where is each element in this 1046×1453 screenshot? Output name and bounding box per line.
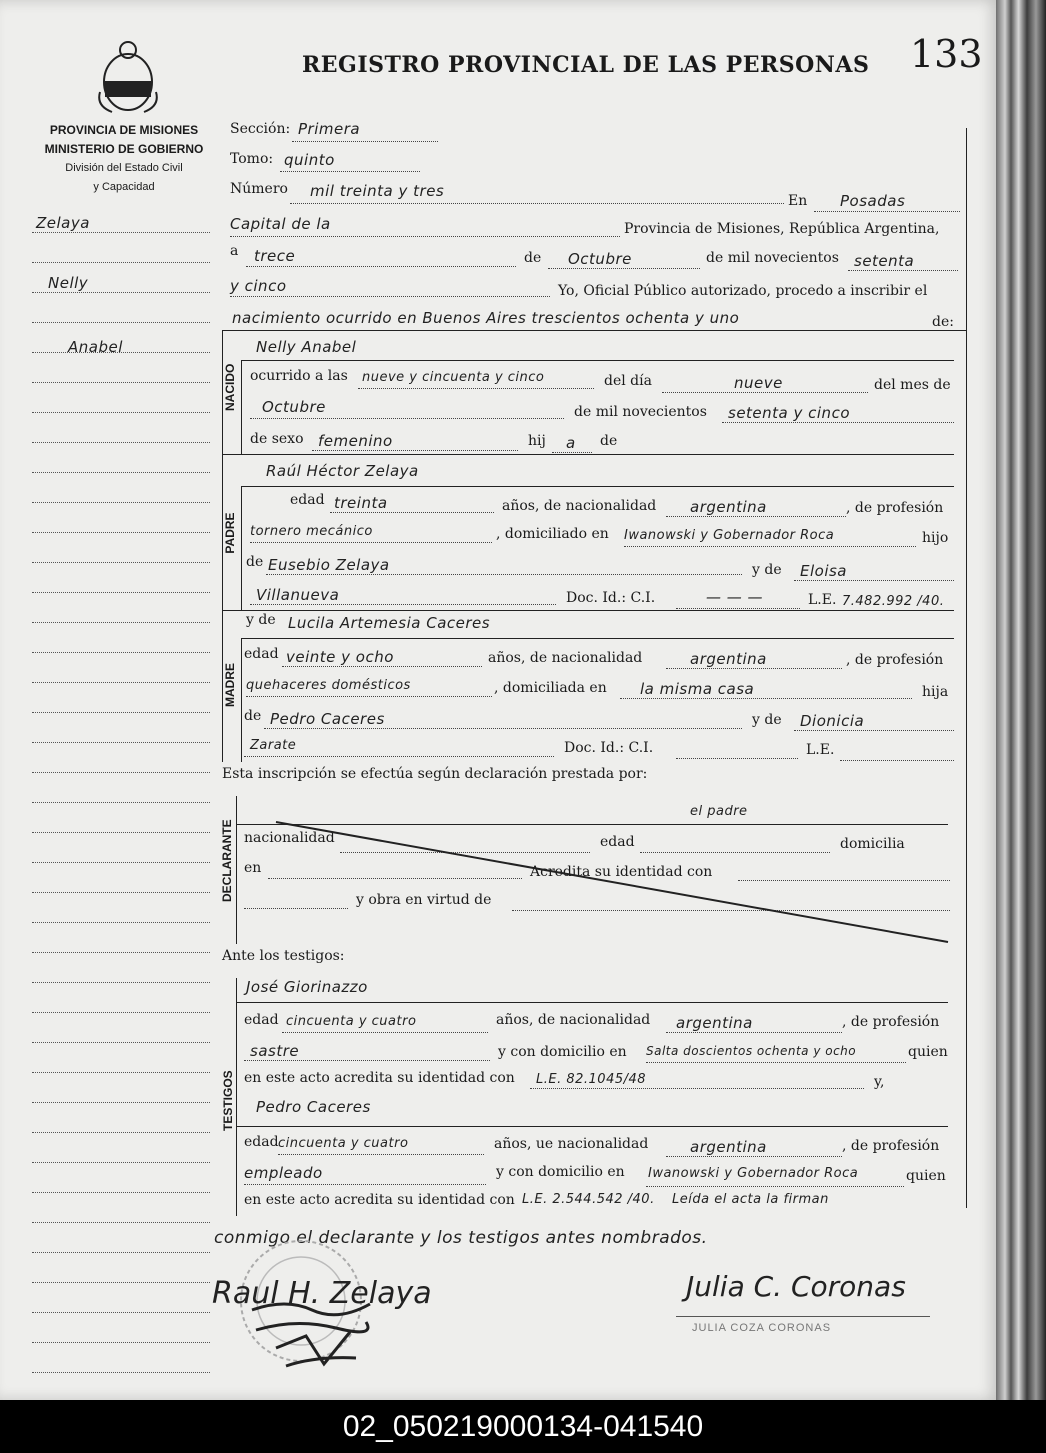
testigo1-nombre: José Giorinazzo — [246, 978, 368, 996]
madre-dom-label: , domiciliada en — [494, 680, 607, 696]
declarante-nombre: el padre — [690, 804, 748, 819]
signature-scribble-icon — [246, 1296, 376, 1376]
madre-madre-1: Dionicia — [800, 712, 865, 730]
t2-edad-label: edad — [244, 1134, 279, 1150]
padre-edad: treinta — [334, 494, 388, 512]
padre-nombre: Raúl Héctor Zelaya — [266, 462, 419, 480]
t1-nac-label: años, de nacionalidad — [496, 1012, 651, 1028]
t1-y-label: y, — [874, 1074, 885, 1090]
padre-edad-label: edad — [290, 492, 325, 508]
numero-value: mil treinta y tres — [310, 182, 445, 200]
declarante-acredita-label: Acredita su identidad con — [530, 864, 713, 880]
book-binding — [996, 0, 1046, 1400]
page-number: 133 — [910, 32, 983, 76]
padre-le: 7.482.992 /40. — [842, 594, 945, 609]
madre-section-label: MADRE — [223, 663, 237, 707]
margin-surname: Zelaya — [36, 214, 90, 232]
margin-name-1: Nelly — [48, 274, 89, 292]
declarante-dom-label: domicilia — [840, 836, 905, 852]
madre-doc-label: Doc. Id.: C.I. — [564, 740, 654, 756]
testigo1-profesion: sastre — [250, 1042, 300, 1060]
t2-quien-label: quien — [906, 1168, 946, 1184]
padre-yde-label: y de — [752, 562, 782, 578]
nacido-sexo: femenino — [318, 432, 393, 450]
declarante-en-label: en — [244, 860, 262, 876]
padre-nac-label: años, de nacionalidad — [502, 498, 657, 514]
anio-value-1: setenta — [854, 252, 915, 270]
t1-acredita-label: en este acto acredita su identidad con — [244, 1070, 515, 1086]
nacido-anio: setenta y cinco — [728, 404, 850, 422]
testigo2-doc: L.E. 2.544.542 /40. — [522, 1192, 655, 1207]
nacido-dia: nueve — [734, 374, 783, 392]
org-line-2: MINISTERIO DE GOBIERNO — [44, 142, 204, 156]
dia-value: trece — [254, 247, 296, 265]
testigos-section-label: TESTIGOS — [221, 1070, 235, 1131]
nacido-nombre: Nelly Anabel — [256, 338, 357, 356]
official-stamp: JULIA COZA CORONAS — [692, 1322, 832, 1334]
testigo2-edad: cincuenta y cuatro — [278, 1136, 409, 1151]
madre-yde-label: y de — [246, 612, 276, 628]
t1-edad-label: edad — [244, 1012, 279, 1028]
de-label: de — [524, 250, 542, 266]
t2-dom-label: y con domicilio en — [496, 1164, 625, 1180]
provincia-text: Provincia de Misiones, República Argentina, — [624, 221, 940, 237]
numero-label: Número — [230, 181, 288, 197]
madre-hija-label: hija — [922, 684, 949, 700]
mes-value: Octubre — [568, 250, 632, 268]
padre-dom-label: , domiciliado en — [496, 526, 609, 542]
t2-prof-label: , de profesión — [842, 1138, 940, 1154]
en-label: En — [788, 193, 808, 209]
padre-padre: Eusebio Zelaya — [268, 556, 390, 574]
de-end-label: de: — [932, 314, 954, 330]
anio-value-2: y cinco — [230, 277, 287, 295]
seccion-value: Primera — [298, 120, 361, 138]
padre-de-label: de — [246, 554, 264, 570]
signature-official: Julia C. Coronas — [686, 1270, 906, 1303]
testigo2-profesion: empleado — [244, 1164, 323, 1182]
seccion-label: Sección: — [230, 121, 291, 137]
testigo1-nacionalidad: argentina — [676, 1014, 753, 1032]
madre-de-label: de — [244, 708, 262, 724]
tomo-value: quinto — [284, 151, 335, 169]
declarante-nac-label: nacionalidad — [244, 830, 335, 846]
testigo1-edad: cincuenta y cuatro — [286, 1014, 417, 1029]
declarante-strike-line — [236, 820, 956, 950]
declarante-virtud-label: y obra en virtud de — [356, 892, 492, 908]
padre-nacionalidad: argentina — [690, 498, 767, 516]
anio-label: de mil novecientos — [706, 250, 839, 266]
del-mes-label: del mes de — [874, 377, 951, 393]
padre-madre-2: Villanueva — [256, 586, 340, 604]
hij-label: hij — [528, 433, 546, 449]
declarante-section-label: DECLARANTE — [220, 819, 234, 902]
en-value: Posadas — [840, 192, 906, 210]
nacido-anio-label: de mil novecientos — [574, 404, 707, 420]
capital-value: Capital de la — [230, 215, 331, 233]
padre-ci: — — — — [706, 588, 764, 606]
footer-code: 02_050219000134-041540 — [0, 1400, 1046, 1453]
t2-acredita-label: en este acto acredita su identidad con — [244, 1192, 515, 1208]
ocurrido-label: ocurrido a las — [250, 368, 348, 384]
org-line-1: PROVINCIA DE MISIONES — [49, 123, 199, 137]
madre-madre-2: Zarate — [250, 738, 297, 753]
padre-domicilio: Iwanowski y Gobernador Roca — [624, 528, 835, 543]
a-label: a — [230, 243, 239, 259]
madre-nacionalidad: argentina — [690, 650, 767, 668]
madre-prof-label: , de profesión — [846, 652, 944, 668]
madre-edad-label: edad — [244, 646, 279, 662]
padre-prof-label: , de profesión — [846, 500, 944, 516]
margin-name-2: Anabel — [68, 338, 123, 356]
padre-section-label: PADRE — [223, 512, 237, 554]
nacido-section-label: NACIDO — [223, 363, 237, 411]
declarante-edad-label: edad — [600, 834, 635, 850]
madre-edad: veinte y ocho — [286, 648, 394, 666]
padre-doc-label: Doc. Id.: C.I. — [566, 590, 656, 606]
sexo-label: de sexo — [250, 431, 304, 447]
testigo2-domicilio: Iwanowski y Gobernador Roca — [648, 1166, 859, 1181]
testigo2-nombre: Pedro Caceres — [256, 1098, 371, 1116]
org-line-3: División del Estado Civil — [65, 162, 183, 174]
padre-hijo-label: hijo — [922, 530, 949, 546]
nacido-de-label: de — [600, 433, 618, 449]
nacido-mes: Octubre — [262, 398, 326, 416]
padre-madre-1: Eloisa — [800, 562, 847, 580]
testigos-intro: Ante los testigos: — [222, 948, 345, 964]
cierre-line-1: Leída el acta la firman — [672, 1192, 829, 1207]
madre-le-label: L.E. — [806, 742, 835, 758]
madre-nombre: Lucila Artemesia Caceres — [288, 614, 491, 632]
tomo-label: Tomo: — [230, 151, 274, 167]
testigo1-doc: L.E. 82.1045/48 — [536, 1072, 647, 1087]
testigo2-nacionalidad: argentina — [690, 1138, 767, 1156]
nacido-hij: a — [566, 434, 576, 452]
t2-nac-label: años, ue nacionalidad — [494, 1136, 649, 1152]
padre-profesion: tornero mecánico — [250, 524, 373, 539]
page-title: REGISTRO PROVINCIAL DE LAS PERSONAS — [302, 52, 870, 78]
acto-value: nacimiento ocurrido en Buenos Aires trescientos ochenta y uno — [232, 309, 740, 327]
cierre-line-2: conmigo el declarante y los testigos antes nombrados. — [214, 1228, 708, 1248]
t1-dom-label: y con domicilio en — [498, 1044, 627, 1060]
org-line-4: y Capacidad — [93, 181, 155, 193]
madre-domicilio: la misma casa — [640, 680, 755, 698]
madre-profesion: quehaceres domésticos — [246, 678, 411, 693]
yo-text: Yo, Oficial Público autorizado, procedo a inscribir el — [558, 283, 928, 299]
org-block — [42, 121, 206, 197]
madre-padre: Pedro Caceres — [270, 710, 385, 728]
coat-of-arms-icon — [92, 36, 164, 116]
madre-nac-label: años, de nacionalidad — [488, 650, 643, 666]
nacido-hora: nueve y cincuenta y cinco — [362, 370, 545, 385]
padre-le-label: L.E. — [808, 592, 837, 608]
t1-quien-label: quien — [908, 1044, 948, 1060]
testigo1-domicilio: Salta doscientos ochenta y ocho — [646, 1044, 857, 1058]
madre-yde2-label: y de — [752, 712, 782, 728]
signature-declarante: Raul H. Zelaya — [212, 1276, 432, 1311]
del-dia-label: del día — [604, 373, 652, 389]
declarante-intro: Esta inscripción se efectúa según declaración prestada por: — [222, 766, 648, 782]
t1-prof-label: , de profesión — [842, 1014, 940, 1030]
